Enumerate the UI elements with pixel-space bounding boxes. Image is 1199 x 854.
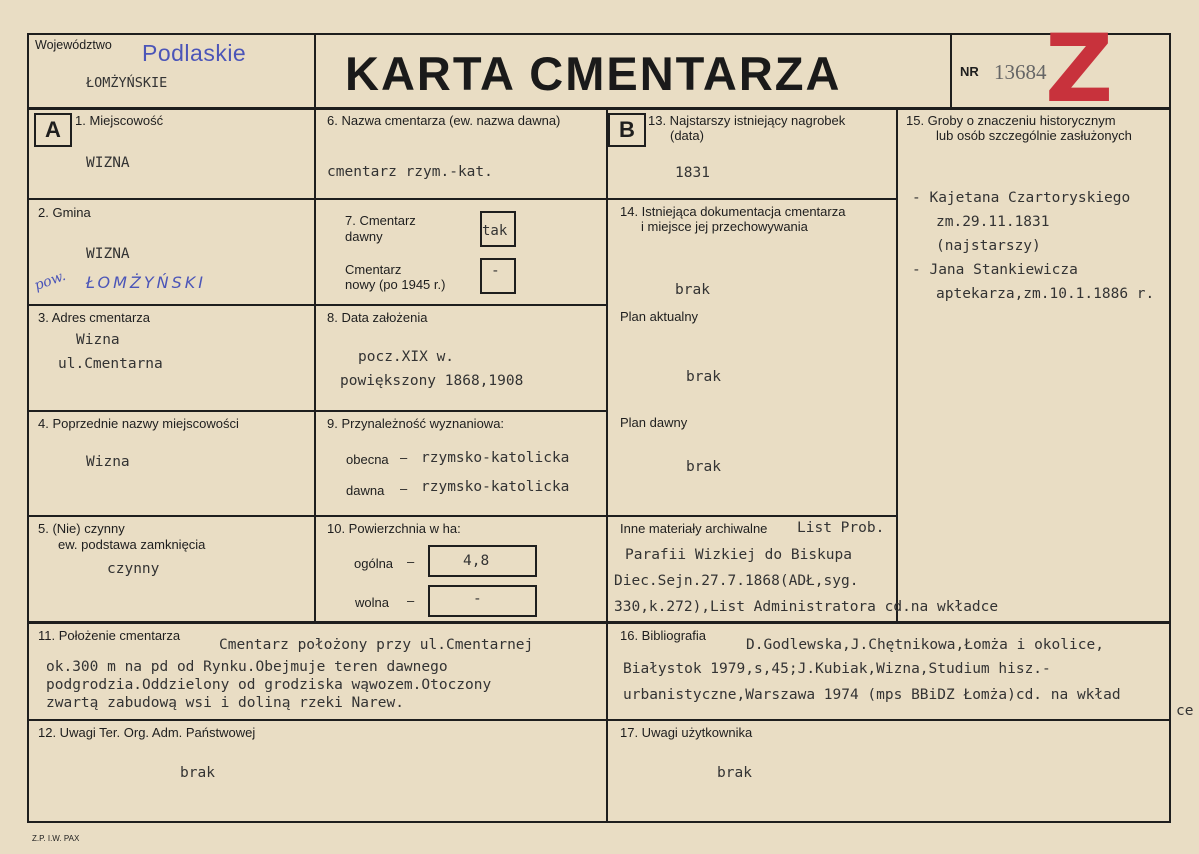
field-10-wolna-value: - — [473, 591, 482, 607]
field-8-line1: pocz.XIX w. — [358, 349, 455, 365]
red-z-stamp: Z — [1045, 15, 1114, 124]
field-9-label: 9. Przynależność wyznaniowa: — [327, 416, 505, 431]
field-7-sublabel: dawny — [345, 229, 383, 244]
field-11-line3: podgrodzia.Oddzielony od grodziska wąwozem.Otoczony — [46, 677, 492, 693]
nr-value: 13684 — [994, 60, 1047, 84]
field-16-line2: Białystok 1979,s,45;J.Kubiak,Wizna,Studium hisz.- — [623, 661, 1051, 677]
field-6-value: cmentarz rzym.-kat. — [327, 164, 493, 180]
field-14-value: brak — [675, 282, 710, 298]
field-5-value: czynny — [107, 561, 160, 577]
field-11-label: 11. Położenie cmentarza — [38, 628, 181, 643]
field-10-ogolna-value: 4,8 — [463, 553, 490, 569]
header-divider — [27, 107, 1171, 110]
row-line — [606, 515, 898, 517]
row-line — [27, 198, 316, 200]
section-b-marker: B — [608, 113, 646, 147]
field-9-dawna-value: rzymsko-katolicka — [421, 479, 570, 495]
field-4-value: Wizna — [86, 454, 130, 470]
field-2-value: WIZNA — [86, 246, 130, 262]
page-title: KARTA CMENTARZA — [345, 47, 842, 100]
field-12-value: brak — [180, 765, 215, 781]
field-3-label: 3. Adres cmentarza — [38, 310, 150, 325]
header-nr-divider — [950, 33, 952, 109]
field-7-dawny-value: tak — [482, 223, 508, 239]
field-13-sublabel: (data) — [670, 128, 704, 143]
field-15-label: 15. Groby o znaczeniu historycznym — [906, 113, 1116, 128]
field-12-label: 12. Uwagi Ter. Org. Adm. Państwowej — [38, 725, 256, 740]
field-7-nowy-sublabel: nowy (po 1945 r.) — [345, 277, 446, 292]
field-8-label: 8. Data założenia — [327, 310, 428, 325]
row-line — [314, 304, 608, 306]
field-15-line: aptekarza,zm.10.1.1886 r. — [936, 286, 1155, 302]
row-line — [27, 515, 316, 517]
frame-top — [27, 33, 1171, 35]
field-2-pow-value: ŁOMŻYŃSKI — [86, 273, 206, 292]
field-10-ogolna-label: ogólna — [354, 556, 394, 571]
field-15-line: - Jana Stankiewicza — [912, 262, 1078, 278]
field-10-label: 10. Powierzchnia w ha: — [327, 521, 461, 536]
voivodeship-stamp: Podlaskie — [142, 40, 247, 66]
field-9-dash: – — [400, 481, 408, 496]
other-materials-line4: 330,k.272),List Administratora cd.na wkładce — [614, 599, 999, 615]
frame-right — [1169, 33, 1171, 823]
field-2-pow-prefix: pow. — [32, 267, 68, 295]
plan-aktualny-label: Plan aktualny — [620, 309, 699, 324]
other-materials-label: Inne materiały archiwalne — [620, 521, 768, 536]
field-7-label: 7. Cmentarz — [345, 213, 416, 228]
row-line — [27, 621, 1171, 624]
field-9-obecna-value: rzymsko-katolicka — [421, 450, 570, 466]
field-9-obecna-label: obecna — [346, 452, 389, 467]
field-2-label: 2. Gmina — [38, 205, 91, 220]
field-13-value: 1831 — [675, 165, 710, 181]
field-15-line: - Kajetana Czartoryskiego — [912, 190, 1131, 206]
field-17-label: 17. Uwagi użytkownika — [620, 725, 753, 740]
field-16-line4: ce — [1176, 703, 1194, 719]
field-4-label: 4. Poprzednie nazwy miejscowości — [38, 416, 239, 431]
field-10-wolna-box — [428, 585, 537, 617]
field-3-line1: Wizna — [76, 332, 120, 348]
col-divider-2 — [606, 107, 608, 823]
frame-bottom — [27, 821, 1171, 823]
row-line — [606, 198, 898, 200]
plan-dawny-value: brak — [686, 459, 721, 475]
field-9-dash: – — [400, 450, 408, 465]
field-7-nowy-value: - — [491, 263, 500, 279]
field-1-label: 1. Miejscowość — [75, 113, 164, 128]
field-11-line4: zwartą zabudową wsi i doliną rzeki Narew. — [46, 695, 404, 711]
field-1-value: WIZNA — [86, 155, 130, 171]
field-17-value: brak — [717, 765, 752, 781]
field-14-sublabel: i miejsce jej przechowywania — [641, 219, 808, 234]
other-materials-line2: Parafii Wizkiej do Biskupa — [625, 547, 852, 563]
field-7-nowy-label: Cmentarz — [345, 262, 402, 277]
row-line — [27, 410, 316, 412]
voivodeship-label: Województwo — [35, 38, 112, 52]
printer-mark: Z.P. I.W. PAX — [32, 834, 80, 843]
field-9-dawna-label: dawna — [346, 483, 385, 498]
field-15-line: zm.29.11.1831 — [936, 214, 1050, 230]
row-line — [27, 304, 316, 306]
voivodeship-typed: ŁOMŻYŃSKIE — [86, 75, 168, 91]
field-11-line2: ok.300 m na pd od Rynku.Obejmuje teren dawnego — [46, 659, 448, 675]
row-line — [314, 410, 608, 412]
col-divider-3 — [896, 107, 898, 623]
plan-dawny-label: Plan dawny — [620, 415, 688, 430]
section-a-marker: A — [34, 113, 72, 147]
frame-left — [27, 33, 29, 823]
field-15-line: (najstarszy) — [936, 238, 1041, 254]
field-10-dash: – — [407, 593, 415, 608]
field-16-label: 16. Bibliografia — [620, 628, 706, 643]
row-line — [314, 198, 608, 200]
field-15-sublabel: lub osób szczególnie zasłużonych — [936, 128, 1132, 143]
field-10-wolna-label: wolna — [355, 595, 389, 610]
nr-label: NR — [960, 64, 979, 79]
field-3-line2: ul.Cmentarna — [58, 356, 163, 372]
other-materials-line3: Diec.Sejn.27.7.1868(ADŁ,syg. — [614, 573, 859, 589]
field-11-line1: Cmentarz położony przy ul.Cmentarnej — [219, 637, 534, 653]
field-6-label: 6. Nazwa cmentarza (ew. nazwa dawna) — [327, 113, 561, 128]
col-divider-1 — [314, 33, 316, 623]
field-14-label: 14. Istniejąca dokumentacja cmentarza — [620, 204, 846, 219]
field-10-dash: – — [407, 554, 415, 569]
other-materials-line1: List Prob. — [797, 520, 885, 536]
field-8-line2: powiększony 1868,1908 — [340, 373, 524, 389]
field-5-sublabel: ew. podstawa zamknięcia — [58, 537, 206, 552]
row-line — [27, 719, 1171, 721]
field-16-line1: D.Godlewska,J.Chętnikowa,Łomża i okolice, — [746, 637, 1104, 653]
field-5-label: 5. (Nie) czynny — [38, 521, 125, 536]
plan-aktualny-value: brak — [686, 369, 721, 385]
field-16-line3: urbanistyczne,Warszawa 1974 (mps BBiDZ Łomża)cd. na wkład — [623, 687, 1121, 703]
row-line — [314, 515, 608, 517]
field-13-label: 13. Najstarszy istniejący nagrobek — [648, 113, 846, 128]
